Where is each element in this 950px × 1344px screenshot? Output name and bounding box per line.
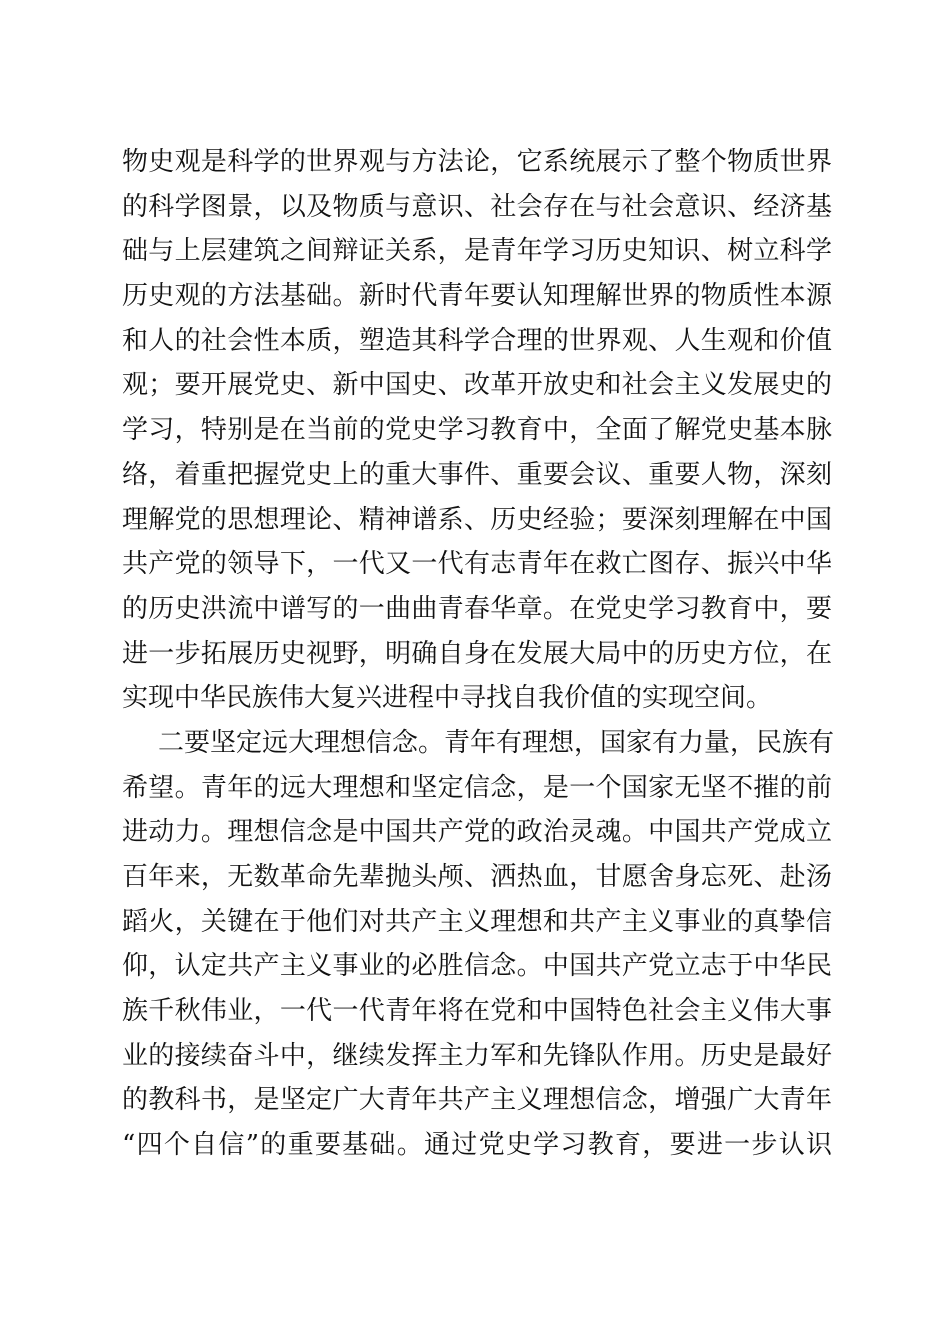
text-line: 进一步拓展历史视野，明确自身在发展大局中的历史方位，在 xyxy=(122,638,832,669)
text-line: 实现中华民族伟大复兴进程中寻找自我价值的实现空间。 xyxy=(122,683,773,714)
body-text xyxy=(122,140,835,1168)
text-line: “四个自信”的重要基础。通过党史学习教育，要进一步认识 xyxy=(122,1130,832,1161)
text-line: 仰，认定共产主义事业的必胜信念。中国共产党立志于中华民 xyxy=(122,951,832,982)
text-line: 理解党的思想理论、精神谱系、历史经验；要深刻理解在中国 xyxy=(122,504,832,535)
text-line: 物史观是科学的世界观与方法论，它系统展示了整个物质世界 xyxy=(122,147,832,177)
text-line: 础与上层建筑之间辩证关系，是青年学习历史知识、树立科学 xyxy=(122,236,832,267)
paragraph-1 xyxy=(122,140,832,721)
text-line: 进动力。理想信念是中国共产党的政治灵魂。中国共产党成立 xyxy=(122,817,832,848)
text-line: 共产党的领导下，一代又一代有志青年在救亡图存、振兴中华 xyxy=(122,549,832,580)
text-line: 观；要开展党史、新中国史、改革开放史和社会主义发展史的 xyxy=(122,370,832,401)
text-line: 希望。青年的远大理想和坚定信念，是一个国家无坚不摧的前 xyxy=(122,772,832,803)
paragraph-2 xyxy=(122,721,835,1168)
text-line: 和人的社会性本质，塑造其科学合理的世界观、人生观和价值 xyxy=(122,325,832,356)
text-line: 的历史洪流中谱写的一曲曲青春华章。在党史学习教育中，要 xyxy=(122,593,832,624)
text-line: 学习，特别是在当前的党史学习教育中，全面了解党史基本脉 xyxy=(122,415,832,446)
text-line: 百年来，无数革命先辈抛头颅、洒热血，甘愿舍身忘死、赴汤 xyxy=(122,862,832,892)
text-line: 二要坚定远大理想信念。青年有理想，国家有力量，民族有 xyxy=(158,727,835,758)
text-line: 的教科书，是坚定广大青年共产主义理想信念，增强广大青年 xyxy=(122,1085,832,1116)
text-line: 蹈火，关键在于他们对共产主义理想和共产主义事业的真挚信 xyxy=(122,906,832,937)
text-line: 历史观的方法基础。新时代青年要认知理解世界的物质性本源 xyxy=(122,281,832,312)
text-line: 的科学图景，以及物质与意识、社会存在与社会意识、经济基 xyxy=(122,191,832,222)
text-line: 络，着重把握党史上的重大事件、重要会议、重要人物，深刻 xyxy=(122,459,832,490)
text-line: 族千秋伟业，一代一代青年将在党和中国特色社会主义伟大事 xyxy=(122,996,832,1027)
text-line: 业的接续奋斗中，继续发挥主力军和先锋队作用。历史是最好 xyxy=(122,1040,832,1071)
